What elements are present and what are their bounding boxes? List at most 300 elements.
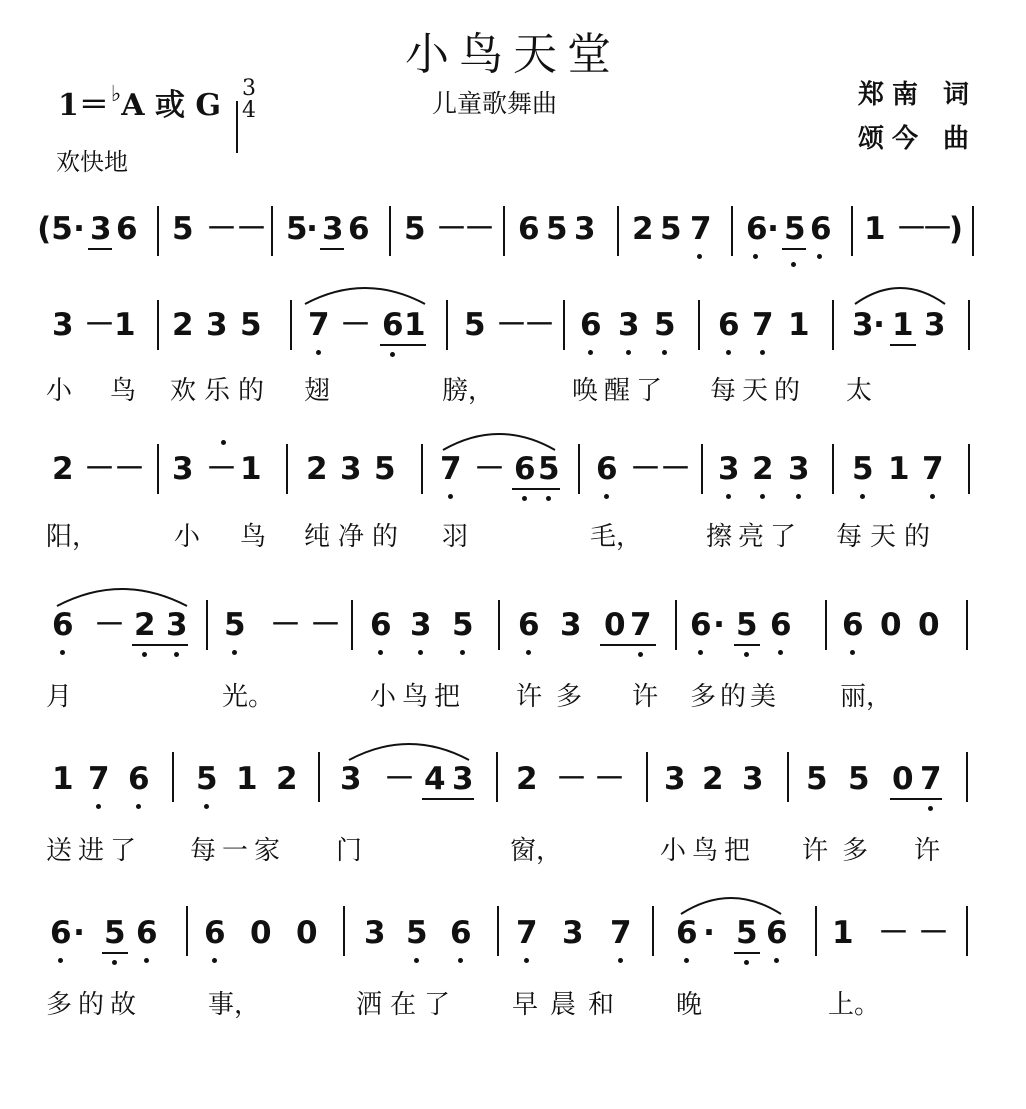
note: －: [464, 211, 495, 247]
note: 6: [204, 915, 226, 951]
low-octave-dot: [638, 652, 643, 657]
note: ·: [873, 307, 885, 343]
barline: [286, 444, 288, 494]
barline: [652, 906, 654, 956]
note: 5: [784, 211, 806, 247]
note: 3: [166, 607, 188, 643]
note: 3: [618, 307, 640, 343]
low-octave-dot: [791, 262, 796, 267]
low-octave-dot: [96, 804, 101, 809]
barline: [446, 300, 448, 350]
barline: [966, 752, 968, 802]
note: 1: [240, 451, 262, 487]
underline: [132, 644, 188, 646]
note: 3: [560, 607, 582, 643]
note: 0: [892, 761, 914, 797]
slur: [676, 888, 786, 918]
note: 7: [308, 307, 330, 343]
note: 6: [746, 211, 768, 247]
note: 5: [196, 761, 218, 797]
genre-label: 儿童歌舞曲: [432, 89, 558, 118]
low-octave-dot: [316, 350, 321, 355]
flat-symbol: ♭: [110, 81, 122, 107]
low-octave-dot: [144, 958, 149, 963]
note: 1: [788, 307, 810, 343]
low-octave-dot: [618, 958, 623, 963]
note: 6: [50, 915, 72, 951]
note: 6: [766, 915, 788, 951]
lyric: 小: [174, 522, 201, 552]
lyric: 上。: [828, 990, 881, 1020]
low-octave-dot: [588, 350, 593, 355]
note: －: [630, 451, 661, 487]
low-octave-dot: [817, 254, 822, 259]
note: 7: [610, 915, 632, 951]
lyric: 鸟: [110, 376, 137, 406]
barline: [646, 752, 648, 802]
low-octave-dot: [58, 958, 63, 963]
lyric: 每天的: [710, 376, 807, 406]
underline: [890, 798, 942, 800]
note: 3: [206, 307, 228, 343]
low-octave-dot: [796, 494, 801, 499]
low-octave-dot: [524, 958, 529, 963]
barline: [389, 206, 391, 256]
lyric: 纯净的: [304, 522, 407, 552]
low-octave-dot: [930, 494, 935, 499]
low-octave-dot: [774, 958, 779, 963]
lyric: 多的故: [46, 990, 143, 1020]
low-octave-dot: [546, 496, 551, 501]
barline: [172, 752, 174, 802]
barline: [972, 206, 974, 256]
note: －: [84, 451, 115, 487]
low-octave-dot: [458, 958, 463, 963]
note: 5: [406, 915, 428, 951]
barline: [498, 600, 500, 650]
note: －: [496, 307, 527, 343]
barline: [731, 206, 733, 256]
note: 5: [172, 211, 194, 247]
lyric: 每天的: [836, 522, 939, 552]
note: －: [556, 761, 587, 797]
notation-row-0: [0, 210, 1026, 250]
lyric: 翅: [304, 376, 331, 406]
barline: [851, 206, 853, 256]
note: 0: [296, 915, 318, 951]
lyric: 鸟: [240, 522, 267, 552]
note: 3: [788, 451, 810, 487]
lyrics-row-5: [0, 984, 1026, 1018]
lyric: 多的美: [690, 682, 781, 712]
underline: [600, 644, 656, 646]
note: －: [236, 211, 267, 247]
barline: [787, 752, 789, 802]
note: ·: [73, 211, 85, 247]
notation-row-1: [0, 306, 1026, 346]
notation-row-5: [0, 914, 1026, 954]
low-octave-dot: [928, 806, 933, 811]
note: 7: [922, 451, 944, 487]
note: 6: [518, 211, 540, 247]
note: 5: [654, 307, 676, 343]
lyrics-row-3: [0, 676, 1026, 710]
note: 3: [340, 761, 362, 797]
note: 2: [632, 211, 654, 247]
low-octave-dot: [390, 352, 395, 357]
note: 7: [920, 761, 942, 797]
underline: [890, 344, 916, 346]
barline: [290, 300, 292, 350]
note: 6: [676, 915, 698, 951]
barline: [701, 444, 703, 494]
note: 0: [604, 607, 626, 643]
note: 3: [452, 761, 474, 797]
slur: [850, 278, 950, 308]
note: (5: [37, 211, 73, 247]
note: 6: [370, 607, 392, 643]
meter-divider: [236, 101, 238, 153]
note: 5: [538, 451, 560, 487]
barline: [503, 206, 505, 256]
note: －: [94, 607, 125, 643]
low-octave-dot: [684, 958, 689, 963]
note: －: [114, 451, 145, 487]
high-octave-dot: [221, 440, 226, 445]
note: 3: [364, 915, 386, 951]
barline: [186, 906, 188, 956]
meter-bottom: 4: [242, 98, 256, 123]
note: 6: [348, 211, 370, 247]
note: 2: [702, 761, 724, 797]
note: 6: [128, 761, 150, 797]
note: 3: [340, 451, 362, 487]
note: 6: [52, 607, 74, 643]
low-octave-dot: [136, 804, 141, 809]
note: 7: [516, 915, 538, 951]
low-octave-dot: [726, 494, 731, 499]
lyric: 许: [914, 836, 941, 866]
note: 1: [832, 915, 854, 951]
lyric: 太: [846, 376, 873, 406]
note: 7: [752, 307, 774, 343]
key-rest: A 或 G: [121, 88, 222, 123]
note: 5: [464, 307, 486, 343]
low-octave-dot: [662, 350, 667, 355]
lyric: 小鸟把: [370, 682, 467, 712]
key-prefix: 1＝: [58, 88, 109, 123]
lyric: 许: [632, 682, 659, 712]
note: 6: [116, 211, 138, 247]
underline: [512, 488, 560, 490]
note: 5: [852, 451, 874, 487]
note: 1: [52, 761, 74, 797]
note: 7: [690, 211, 712, 247]
note: 2: [516, 761, 538, 797]
composer-credit: 颂今 曲: [858, 124, 978, 154]
note: 3: [562, 915, 584, 951]
lyric: 事，: [208, 990, 261, 1020]
lyric: 羽: [442, 522, 469, 552]
low-octave-dot: [60, 650, 65, 655]
lyric: 毛，: [590, 522, 643, 552]
low-octave-dot: [760, 494, 765, 499]
note: 6: [718, 307, 740, 343]
lyric: 每一家: [190, 836, 287, 866]
barline: [496, 752, 498, 802]
lyric: 窗，: [510, 836, 563, 866]
low-octave-dot: [778, 650, 783, 655]
barline: [617, 206, 619, 256]
note: ): [948, 211, 964, 247]
barline: [815, 906, 817, 956]
note: 6: [596, 451, 618, 487]
lyric: 送进了: [46, 836, 143, 866]
lyric: 擦亮了: [706, 522, 803, 552]
underline: [734, 952, 760, 954]
note: 6: [770, 607, 792, 643]
low-octave-dot: [212, 958, 217, 963]
note: 6: [136, 915, 158, 951]
lyric: 晚: [676, 990, 703, 1020]
note: ·: [703, 915, 715, 951]
note: －: [524, 307, 555, 343]
low-octave-dot: [232, 650, 237, 655]
barline: [563, 300, 565, 350]
barline: [157, 444, 159, 494]
slur: [438, 424, 560, 454]
barline: [343, 906, 345, 956]
note: －: [436, 211, 467, 247]
lyric: 小: [46, 376, 73, 406]
low-octave-dot: [753, 254, 758, 259]
note: 3: [90, 211, 112, 247]
note: －: [922, 211, 953, 247]
note: 5: [806, 761, 828, 797]
barline: [698, 300, 700, 350]
key-signature: [58, 80, 221, 124]
barline: [497, 906, 499, 956]
note: 2: [306, 451, 328, 487]
note: 5: [240, 307, 262, 343]
low-octave-dot: [448, 494, 453, 499]
note: －: [918, 915, 949, 951]
note: 7: [440, 451, 462, 487]
underline: [734, 644, 760, 646]
low-octave-dot: [142, 652, 147, 657]
note: 3: [322, 211, 344, 247]
lyric: 早晨和: [512, 990, 627, 1020]
low-octave-dot: [418, 650, 423, 655]
lyric: 唤醒了: [572, 376, 669, 406]
lyric: 洒在了: [356, 990, 459, 1020]
barline: [271, 206, 273, 256]
underline: [102, 952, 128, 954]
note: 4: [424, 761, 446, 797]
tempo-marking: 欢快地: [56, 148, 128, 176]
barline: [351, 600, 353, 650]
note: 5: [404, 211, 426, 247]
underline: [380, 344, 426, 346]
note: 6: [810, 211, 832, 247]
note: 2: [752, 451, 774, 487]
low-octave-dot: [726, 350, 731, 355]
underline: [422, 798, 474, 800]
note: －: [384, 761, 415, 797]
note: －: [340, 307, 371, 343]
low-octave-dot: [760, 350, 765, 355]
notation-row-3: [0, 606, 1026, 646]
barline: [832, 444, 834, 494]
note: 3: [664, 761, 686, 797]
lyric: 许多: [516, 682, 597, 712]
underline: [320, 248, 344, 250]
note: －: [474, 451, 505, 487]
slur: [52, 580, 192, 610]
note: 5: [736, 915, 758, 951]
note: －: [206, 211, 237, 247]
note: 3: [410, 607, 432, 643]
low-octave-dot: [697, 254, 702, 259]
low-octave-dot: [204, 804, 209, 809]
note: 6: [518, 607, 540, 643]
note: ·: [767, 211, 779, 247]
note: 7: [88, 761, 110, 797]
note: －: [896, 211, 927, 247]
page-title: 小鸟天堂: [405, 29, 621, 80]
low-octave-dot: [626, 350, 631, 355]
low-octave-dot: [378, 650, 383, 655]
note: ·: [306, 211, 318, 247]
note: 5: [660, 211, 682, 247]
note: 1: [114, 307, 136, 343]
low-octave-dot: [526, 650, 531, 655]
note: 1: [864, 211, 886, 247]
slur: [344, 734, 474, 764]
note: 0: [250, 915, 272, 951]
lyricist-credit: 郑南 词: [858, 80, 978, 110]
lyric: 门: [336, 836, 363, 866]
notation-row-2: [0, 450, 1026, 490]
note: 1: [236, 761, 258, 797]
lyric: 光。: [222, 682, 275, 712]
time-signature: [236, 78, 262, 122]
note: 5: [104, 915, 126, 951]
barline: [157, 300, 159, 350]
low-octave-dot: [698, 650, 703, 655]
low-octave-dot: [112, 960, 117, 965]
note: －: [270, 607, 301, 643]
note: 1: [892, 307, 914, 343]
note: 5: [286, 211, 308, 247]
notation-row-4: [0, 760, 1026, 800]
note: 2: [172, 307, 194, 343]
barline: [968, 300, 970, 350]
note: 3: [718, 451, 740, 487]
note: －: [878, 915, 909, 951]
note: －: [660, 451, 691, 487]
note: 3: [852, 307, 874, 343]
low-octave-dot: [414, 958, 419, 963]
note: －: [84, 307, 115, 343]
barline: [578, 444, 580, 494]
lyrics-row-1: [0, 370, 1026, 404]
note: 6: [580, 307, 602, 343]
lyric: 欢乐的: [170, 376, 273, 406]
low-octave-dot: [744, 960, 749, 965]
underline: [782, 248, 806, 250]
barline: [966, 600, 968, 650]
note: 5: [224, 607, 246, 643]
barline: [966, 906, 968, 956]
low-octave-dot: [522, 496, 527, 501]
lyric: 阳，: [46, 522, 99, 552]
note: 1: [888, 451, 910, 487]
low-octave-dot: [744, 652, 749, 657]
barline: [675, 600, 677, 650]
note: 2: [52, 451, 74, 487]
note: 6: [382, 307, 404, 343]
note: 7: [630, 607, 652, 643]
note: 3: [924, 307, 946, 343]
note: 5: [546, 211, 568, 247]
note: 5: [452, 607, 474, 643]
note: －: [310, 607, 341, 643]
note: 3: [742, 761, 764, 797]
lyrics-row-2: [0, 516, 1026, 550]
barline: [421, 444, 423, 494]
note: ·: [73, 915, 85, 951]
note: 5: [848, 761, 870, 797]
note: 0: [918, 607, 940, 643]
barline: [832, 300, 834, 350]
note: 6: [450, 915, 472, 951]
barline: [968, 444, 970, 494]
low-octave-dot: [174, 652, 179, 657]
underline: [88, 248, 112, 250]
low-octave-dot: [850, 650, 855, 655]
note: 5: [374, 451, 396, 487]
note: 6: [842, 607, 864, 643]
note: －: [206, 451, 237, 487]
slur: [300, 278, 430, 308]
note: 2: [134, 607, 156, 643]
note: 0: [880, 607, 902, 643]
low-octave-dot: [860, 494, 865, 499]
note: －: [594, 761, 625, 797]
lyric: 膀，: [442, 376, 495, 406]
barline: [825, 600, 827, 650]
lyric: 月: [46, 682, 73, 712]
barline: [318, 752, 320, 802]
lyric: 小鸟把: [660, 836, 757, 866]
note: 3: [574, 211, 596, 247]
barline: [157, 206, 159, 256]
note: 3: [52, 307, 74, 343]
note: 3: [172, 451, 194, 487]
barline: [206, 600, 208, 650]
note: 6: [514, 451, 536, 487]
meter-top: 3: [242, 76, 256, 101]
note: 5: [736, 607, 758, 643]
low-octave-dot: [604, 494, 609, 499]
note: 1: [404, 307, 426, 343]
lyrics-row-4: [0, 830, 1026, 864]
low-octave-dot: [460, 650, 465, 655]
note: ·: [713, 607, 725, 643]
lyric: 丽，: [840, 682, 893, 712]
note: 6: [690, 607, 712, 643]
